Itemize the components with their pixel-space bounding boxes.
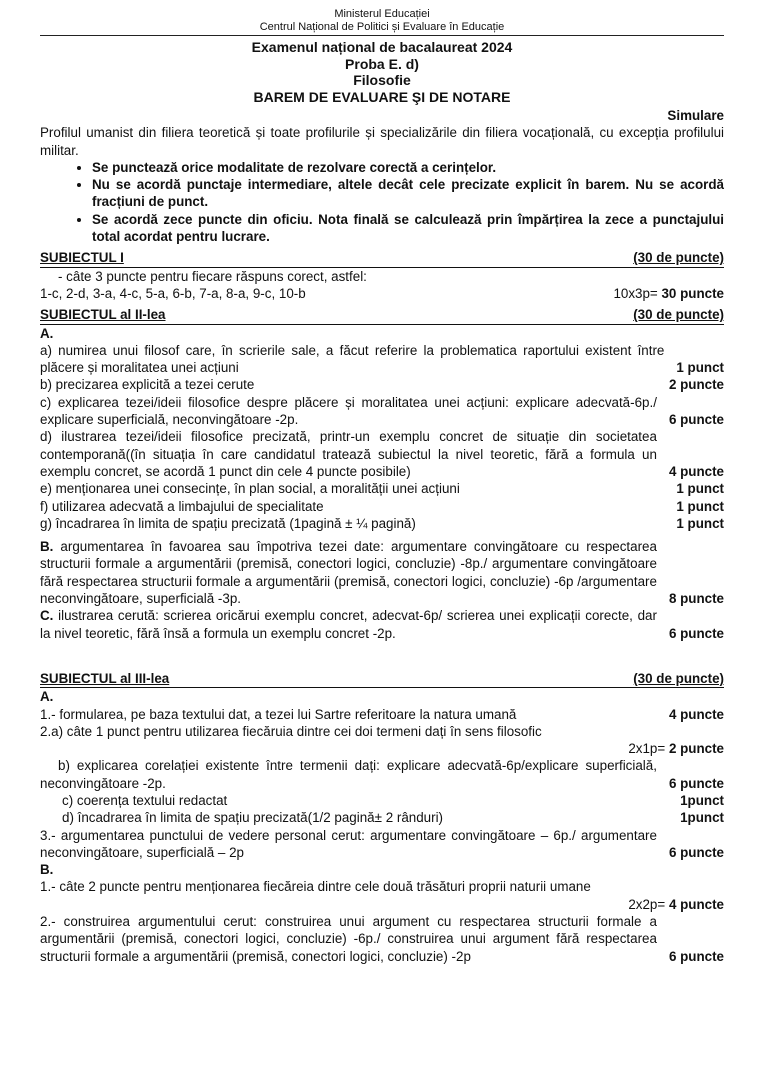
section-3-part-b: B. — [40, 862, 54, 878]
document-page — [40, 8, 724, 965]
s2-part-b: B. argumentarea în favoarea sau împotriva tezei date: argumentare convingătoare cu respectarea structurii formale a argumentării (premisă, conectori logici, concluzie) -8p./ argumentare convingătoare fără respectarea structurii formale a argumentării (premisă, conectori logici, concluzie) -6p /argumentare neconvingătoare, superficială -3p. 8 puncte — [40, 539, 724, 607]
section-2-heading — [40, 306, 724, 324]
section-2-points: (30 de puncte) — [633, 307, 724, 323]
section-1-heading — [40, 249, 724, 267]
s2-item-c: c) explicarea tezei/ideii filosofice despre plăcere și moralitatea unei acțiuni: explicare adecvată-6p./ explicare superficială, neconvingătoare -2p. 6 puncte — [40, 394, 724, 428]
barem-title: BAREM DE EVALUARE ŞI DE NOTARE — [253, 88, 511, 105]
exam-title: Examenul național de bacalaureat 2024 — [251, 39, 513, 55]
rules-list — [40, 159, 724, 245]
section-3-heading — [40, 670, 724, 688]
s3-item-2c: c) coerența textului redactat 1punct — [62, 792, 724, 808]
center-name: Centrul Național de Politici și Evaluare în Educație — [259, 21, 505, 33]
s3-b-item-1: 1.- câte 2 puncte pentru menționarea fiecăreia dintre cele două trăsături proprii naturii umane — [40, 879, 591, 895]
proba-title: Proba E. d) — [345, 55, 419, 72]
section-1-answers-row — [40, 285, 724, 302]
s2-part-c: C. ilustrarea cerută: scrierea oricărui exemplu concret, adecvat-6p/ scrierea unei explicații corecte, dar la nivel teoretic, fără însă a formula un exemplu concret -2p. 6 puncte — [40, 608, 724, 641]
s3-item-2a: 2.a) câte 1 punct pentru utilizarea fiecăruia dintre cei doi termeni dați în sens filosofic — [40, 723, 542, 739]
subject-title: Filosofie — [353, 72, 411, 88]
section-3-part-a: A. — [40, 689, 54, 705]
section-1-instructions: - câte 3 puncte pentru fiecare răspuns corect, astfel: — [58, 268, 367, 284]
rule-item: • Nu se acordă punctaje intermediare, altele decât cele precizate explicit în barem. Nu se acordă fracțiuni de punct. — [92, 176, 724, 211]
s2-item-f: f) utilizarea adecvată a limbajului de specialitate 1 punct — [40, 498, 724, 514]
section-1-answers: 1-c, 2-d, 3-a, 4-c, 5-a, 6-b, 7-a, 8-a, 9-c, 10-b — [40, 285, 306, 301]
section-1-total: 10x3p= 30 puncte — [613, 285, 724, 301]
s3-item-2b: b) explicarea corelației existente între termenii dați: explicare adecvată-6p/explicare superficială, neconvingătoare -2p. 6 puncte — [40, 758, 724, 791]
rule-item: • Se punctează orice modalitate de rezolvare corectă a cerințelor. — [92, 159, 724, 176]
s2-item-d: d) ilustrarea tezei/ideii filosofice precizată, printr-un exemplu concret de situație din societatea contemporană((în situația în care candidatul tratează subiectul la nivel teoretic, fără a formula un exemplu concret, se acordă 1 punct din cele 4 puncte posibile) 4 puncte — [40, 429, 724, 479]
s2-item-a: a) numirea unui filosof care, în scrierile sale, a făcut referire la problematica raportului existent între plăcere și moralitatea unei acțiuni 1 punct — [40, 342, 724, 376]
simulare-label: Simulare — [667, 108, 724, 123]
ministry-name: Ministerul Educației — [334, 8, 430, 20]
profile-text: Profilul umanist din filiera teoretică și toate profilurile și specializările din filiera vocațională, cu excepția profilului militar. — [40, 125, 724, 158]
rule-item: • Se acordă zece puncte din oficiu. Nota finală se calculează prin împărțirea la zece a punctajului total acordat pentru lucrare. — [92, 211, 724, 246]
s3-b-item-2: 2.- construirea argumentului cerut: construirea unui argument cu respectarea structurii formale a argumentării (premisă, conectori logici, concluzie) -6p./ construirea unui argument fără respectarea structurii formale a argumentării (premisă, conectori logici, concluzie) -2p 6 puncte — [40, 914, 724, 964]
section-1-points: (30 de puncte) — [633, 250, 724, 266]
s3-b-item-1-total: 2x2p= 4 puncte — [628, 896, 724, 912]
section-3-title: SUBIECTUL al III-lea — [40, 670, 170, 686]
s2-item-e: e) menționarea unei consecințe, în plan social, a moralității unei acțiuni 1 punct — [40, 481, 724, 497]
s3-item-1: 1.- formularea, pe baza textului dat, a tezei lui Sartre referitoare la natura umană 4 puncte — [40, 706, 724, 722]
s3-item-3: 3.- argumentarea punctului de vedere personal cerut: argumentare convingătoare – 6p./ argumentare neconvingătoare, superficială – 2p 6 puncte — [40, 827, 724, 860]
s2-item-b: b) precizarea explicită a tezei cerute 2 puncte — [40, 377, 724, 393]
header-divider — [40, 35, 724, 36]
section-1-title: SUBIECTUL I — [40, 250, 124, 266]
section-3-points: (30 de puncte) — [633, 670, 724, 686]
section-2-title: SUBIECTUL al II-lea — [40, 307, 166, 323]
section-2-part-a: A. — [40, 325, 54, 341]
s3-item-2a-total: 2x1p= 2 puncte — [628, 741, 724, 757]
s2-item-g: g) încadrarea în limita de spațiu precizată (1pagină ± ¼ pagină) 1 punct — [40, 515, 724, 531]
s3-item-2d: d) încadrarea în limita de spațiu precizată(1/2 pagină± 2 rânduri) 1punct — [62, 810, 724, 826]
